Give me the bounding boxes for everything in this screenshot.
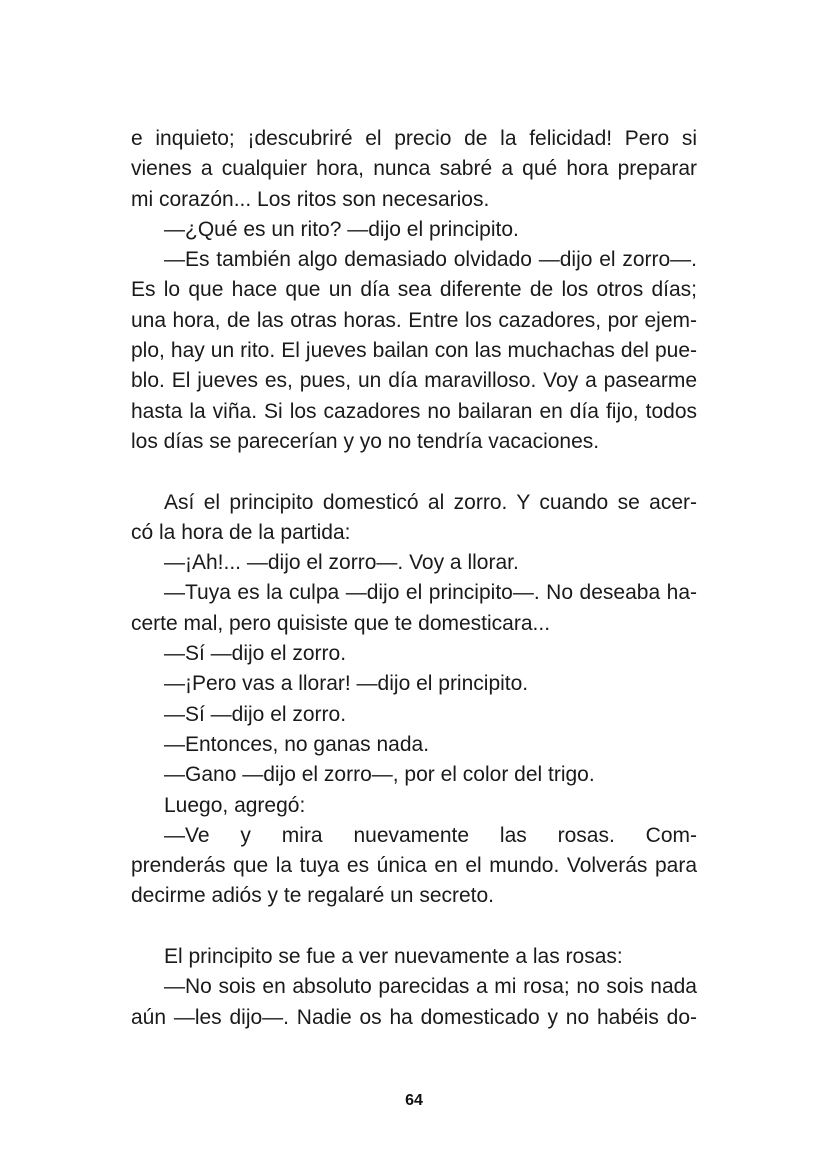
page-body — [131, 124, 697, 1033]
text-line: —Sí —dijo el zorro. — [164, 642, 347, 666]
paragraph-gap — [131, 912, 697, 942]
text-line: có la hora de la partida: — [131, 520, 351, 544]
page-number: 64 — [405, 1092, 423, 1109]
text-line: —Sí —dijo el zorro. — [164, 702, 347, 726]
paragraph-gap — [131, 457, 697, 487]
text-line: decirme adiós y te regalaré un secreto. — [131, 884, 495, 908]
text-line: —No sois en absoluto parecidas a mi rosa; no sois nada — [164, 975, 697, 999]
text-line: —Es también algo demasiado olvidado —dijo el zorro—. — [164, 248, 697, 272]
text-line: prenderás que la tuya es única en el mundo. Volverás para — [131, 854, 697, 878]
text-line: —¡Pero vas a llorar! —dijo el principito. — [164, 672, 529, 696]
text-line: mi corazón... Los ritos son necesarios. — [131, 187, 490, 211]
text-line: plo, hay un rito. El jueves bailan con las muchachas del pue- — [131, 339, 697, 363]
text-line: Es lo que hace que un día sea diferente de los otros días; — [131, 278, 697, 302]
text-line: —¡Ah!... —dijo el zorro—. Voy a llorar. — [164, 551, 519, 575]
text-line: certe mal, pero quisiste que te domesticara... — [131, 611, 551, 635]
text-line: Luego, agregó: — [164, 793, 306, 817]
text-line: —Tuya es la culpa —dijo el principito—. No deseaba ha- — [164, 581, 697, 605]
text-line: vienes a cualquier hora, nunca sabré a qué hora preparar — [131, 157, 697, 181]
text-line: —¿Qué es un rito? —dijo el principito. — [164, 217, 519, 241]
text-line: blo. El jueves es, pues, un día maravilloso. Voy a pasearme — [131, 369, 697, 393]
text-line: aún —les dijo—. Nadie os ha domesticado y no habéis do- — [131, 1005, 697, 1029]
text-line: —Entonces, no ganas nada. — [164, 732, 430, 756]
text-line: —Gano —dijo el zorro—, por el color del trigo. — [164, 763, 595, 787]
text-line: El principito se fue a ver nuevamente a las rosas: — [164, 945, 623, 969]
text-line: Así el principito domesticó al zorro. Y cuando se acer- — [164, 490, 697, 514]
text-line: los días se parecerían y yo no tendría vacaciones. — [131, 429, 600, 453]
text-line: e inquieto; ¡descubriré el precio de la felicidad! Pero si — [131, 127, 697, 150]
text-line: una hora, de las otras horas. Entre los cazadores, por ejem- — [131, 308, 697, 332]
text-line: —Ve y mira nuevamente las rosas. Com- — [164, 823, 697, 847]
text-line: hasta la viña. Si los cazadores no bailaran en día fijo, todos — [131, 399, 697, 423]
